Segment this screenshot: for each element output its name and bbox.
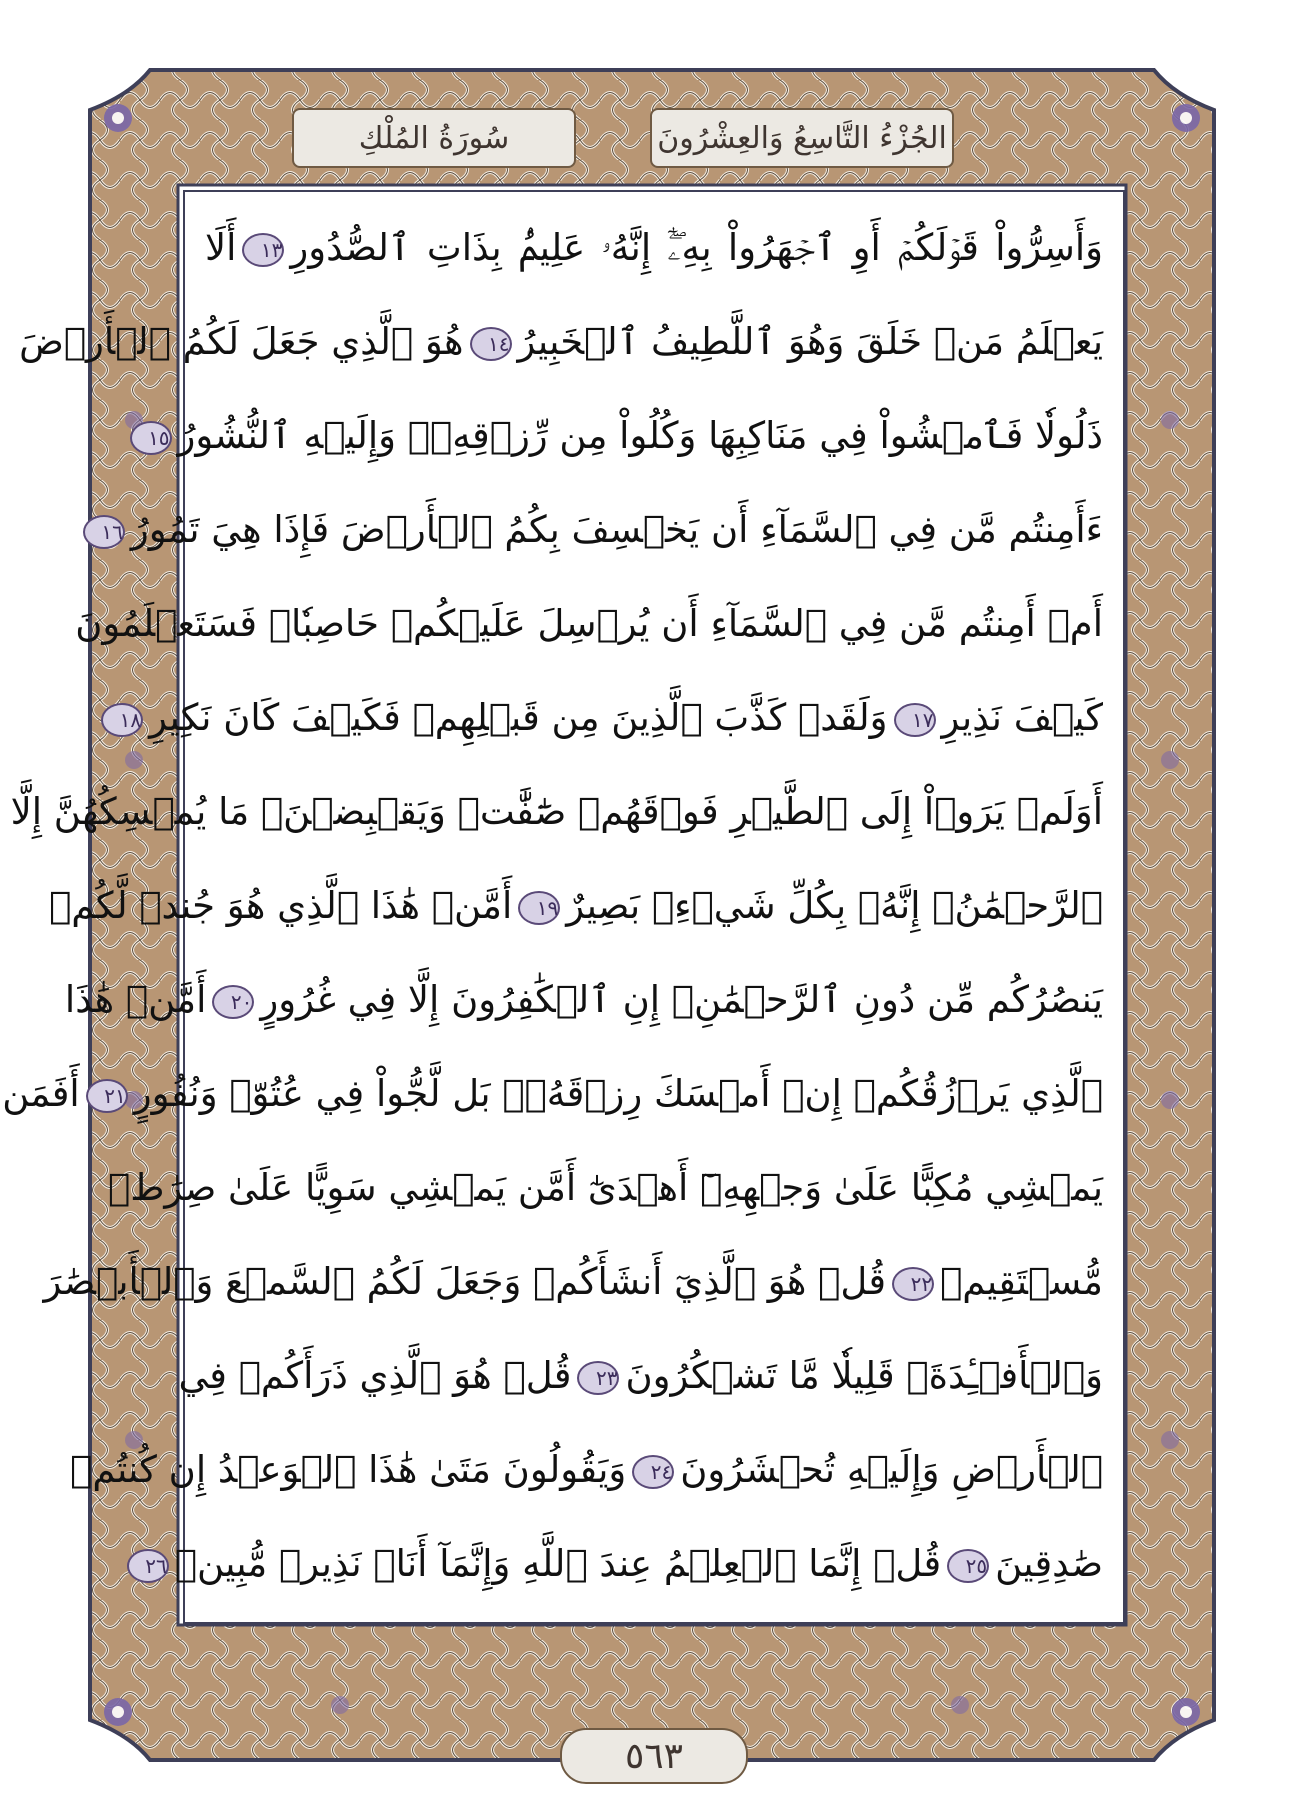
- verse-line: [70, 1430, 1103, 1510]
- verse-line: [205, 208, 1103, 288]
- ayah-number-marker: ١٧: [894, 703, 936, 737]
- verse-line: [75, 584, 1103, 664]
- verse-line: [10, 772, 1103, 852]
- verse-text: وَأَسِرُّواْ قَوۡلَكُمۡ أَوِ ٱجۡهَرُواْ بِهِۦٓۖ إِنَّهُۥ عَلِيمُۢ بِذَاتِ ٱلصُّدُورِ: [290, 226, 1103, 269]
- juz-header: [650, 108, 954, 168]
- ayah-number-marker: ٢٠: [212, 985, 254, 1019]
- page-number-box: [560, 1728, 748, 1784]
- verse-lines: [2, 192, 1123, 1622]
- verse-text: قُلۡ إِنَّمَا ٱلۡعِلۡمُ عِندَ ٱللَّهِ وَإِنَّمَآ أَنَا۠ نَذِيرٞ مُّبِينٞ: [174, 1542, 942, 1585]
- ayah-number-marker: ١٤: [470, 327, 512, 361]
- ayah-number-marker: ١٣: [242, 233, 284, 267]
- ayah-number-marker: ٢٦: [127, 1549, 169, 1583]
- verse-text: وَيَقُولُونَ مَتَىٰ هَٰذَا ٱلۡوَعۡدُ إِن كُنتُمۡ: [70, 1448, 627, 1491]
- verse-text: أَمَّنۡ هَٰذَا ٱلَّذِي هُوَ جُندٞ لَّكُمۡ: [49, 884, 513, 927]
- verse-line: [108, 1148, 1103, 1228]
- verse-text: أَمَّنۡ هَٰذَا: [64, 978, 207, 1021]
- corner-ornament-top-right: [1172, 104, 1200, 132]
- corner-ornament-top-left: [104, 104, 132, 132]
- verse-line: [145, 1524, 1103, 1604]
- verse-line: [148, 396, 1103, 476]
- ayah-number-marker: ١٨: [101, 703, 143, 737]
- verse-text: مُّسۡتَقِيمٖ: [940, 1260, 1103, 1303]
- text-panel: [2, 190, 1125, 1624]
- verse-text: ٱلرَّحۡمَٰنُۚ إِنَّهُۥ بِكُلِّ شَيۡءِۢ بَصِيرٌ: [566, 884, 1103, 927]
- verse-text: وَلَقَدۡ كَذَّبَ ٱلَّذِينَ مِن قَبۡلِهِمۡ فَكَيۡفَ كَانَ نَكِيرِ: [149, 696, 888, 739]
- verse-text: صَٰدِقِينَ: [995, 1542, 1103, 1585]
- verse-text: أَوَلَمۡ يَرَوۡاْ إِلَى ٱلطَّيۡرِ فَوۡقَهُمۡ صَٰٓفَّٰتٖ وَيَقۡبِضۡنَۚ مَا يُمۡسِكُهُنَّ إِلَّا: [10, 790, 1103, 833]
- ayah-number-marker: ١٩: [518, 891, 560, 925]
- juz-label: الجُزْءُ التَّاسِعُ وَالعِشْرُونَ: [657, 120, 947, 156]
- surah-header: [292, 108, 576, 168]
- verse-line: [49, 866, 1103, 946]
- page-number: ٥٦٣: [624, 1735, 683, 1777]
- verse-line: [101, 490, 1103, 570]
- verse-text: ءَأَمِنتُم مَّن فِي ٱلسَّمَآءِ أَن يَخۡسِفَ بِكُمُ ٱلۡأَرۡضَ فَإِذَا هِيَ تَمُورُ: [130, 508, 1103, 551]
- verse-line: [178, 1336, 1103, 1416]
- verse-text: ذَلُولٗا فَٱمۡشُواْ فِي مَنَاكِبِهَا وَكُلُواْ مِن رِّزۡقِهِۦۖ وَإِلَيۡهِ ٱلنُّشُورُ: [177, 414, 1103, 457]
- verse-text: كَيۡفَ نَذِيرِ: [941, 696, 1103, 739]
- ayah-number-marker: ١٦: [83, 515, 125, 549]
- verse-text: ٱلَّذِي يَرۡزُقُكُمۡ إِنۡ أَمۡسَكَ رِزۡقَهُۥۚ بَل لَّجُّواْ فِي عُتُوّٖ وَنُفُورٍ: [133, 1072, 1103, 1115]
- verse-text: يَعۡلَمُ مَنۡ خَلَقَ وَهُوَ ٱللَّطِيفُ ٱلۡخَبِيرُ: [517, 320, 1103, 363]
- verse-text: قُلۡ هُوَ ٱلَّذِيٓ أَنشَأَكُمۡ وَجَعَلَ لَكُمُ ٱلسَّمۡعَ وَٱلۡأَبۡصَٰرَ: [43, 1260, 887, 1303]
- verse-text: ٱلۡأَرۡضِ وَإِلَيۡهِ تُحۡشَرُونَ: [680, 1448, 1103, 1491]
- verse-line: [64, 960, 1103, 1040]
- verse-text: هُوَ ٱلَّذِي جَعَلَ لَكُمُ ٱلۡأَرۡضَ: [19, 320, 464, 363]
- ayah-number-marker: ١٥: [130, 421, 172, 455]
- verse-line: [43, 1242, 1103, 1322]
- verse-text: أَلَا: [205, 226, 237, 269]
- ayah-number-marker: ٢٥: [947, 1549, 989, 1583]
- verse-text: أَفَمَن: [2, 1072, 80, 1115]
- verse-line: [119, 678, 1103, 758]
- ayah-number-marker: ٢٢: [892, 1267, 934, 1301]
- verse-text: قُلۡ هُوَ ٱلَّذِي ذَرَأَكُمۡ فِي: [178, 1354, 572, 1397]
- corner-ornament-bottom-right: [1172, 1698, 1200, 1726]
- verse-text: وَٱلۡأَفۡـِٔدَةَۚ قَلِيلٗا مَّا تَشۡكُرُونَ: [625, 1354, 1103, 1397]
- ayah-number-marker: ٢٤: [632, 1455, 674, 1489]
- verse-text: أَمۡ أَمِنتُم مَّن فِي ٱلسَّمَآءِ أَن يُرۡسِلَ عَلَيۡكُمۡ حَاصِبٗاۖ فَسَتَعۡلَمُونَ: [75, 602, 1103, 645]
- ayah-number-marker: ٢٣: [577, 1361, 619, 1395]
- corner-ornament-bottom-left: [104, 1698, 132, 1726]
- verse-text: يَنصُرُكُم مِّن دُونِ ٱلرَّحۡمَٰنِۚ إِنِ ٱلۡكَٰفِرُونَ إِلَّا فِي غُرُورٍ: [260, 978, 1103, 1021]
- verse-line: [2, 1054, 1103, 1134]
- ayah-number-marker: ٢١: [86, 1079, 128, 1113]
- verse-text: يَمۡشِي مُكِبًّا عَلَىٰ وَجۡهِهِۦٓ أَهۡدَىٰٓ أَمَّن يَمۡشِي سَوِيًّا عَلَىٰ صِرَٰطٖ: [108, 1166, 1103, 1209]
- surah-label: سُورَةُ المُلْكِ: [358, 120, 510, 156]
- verse-line: [19, 302, 1103, 382]
